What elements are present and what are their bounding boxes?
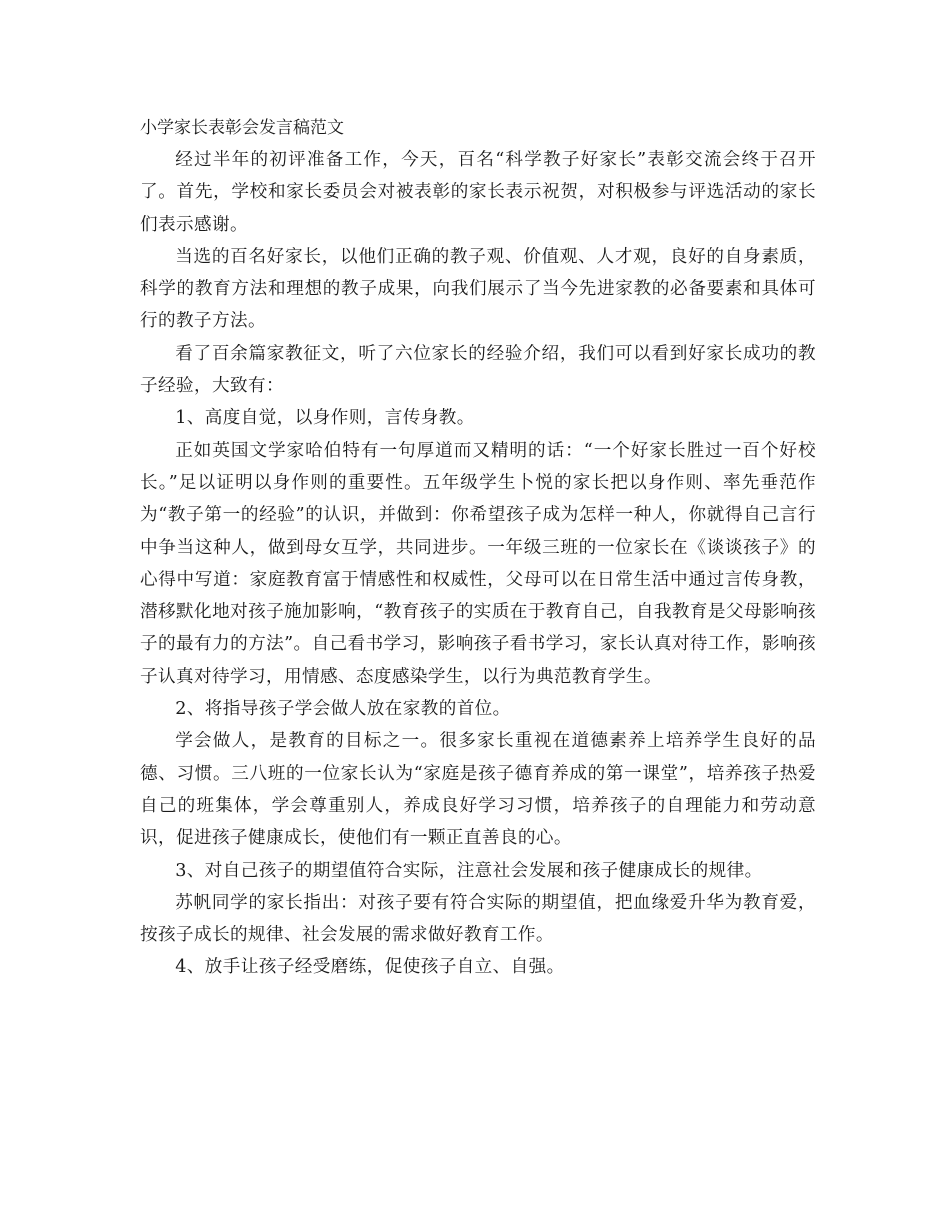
document-title: 小学家长表彰会发言稿范文 xyxy=(140,118,344,138)
paragraph-point-1: 正如英国文学家哈伯特有一句厚道而又精明的话：“一个好家长胜过一百个好校长。”足以证明以身作则的重要性。五年级学生卜悦的家长把以身作则、率先垂范作为“教子第一的经验”的认识，并做到：你希望孩子成为怎样一种人，你就得自己言行中争当这种人，做到母女互学，共同进步。一年级三班的一位家长在《谈谈孩子》的心得中写道：家庭教育富于情感性和权威性，父母可以在日常生活中通过言传身教，潜移默化地对孩子施加影响，“教育孩子的实质在于教育自己，自我教育是父母影响孩子的最有力的方法”。自己看书学习，影响孩子看书学习，家长认真对待工作，影响孩子认真对待学习，用情感、态度感染学生，以行为典范教育学生。 xyxy=(140,440,816,687)
paragraph-point-3: 苏帆同学的家长指出：对孩子要有符合实际的期望值，把血缘爱升华为教育爱，按孩子成长的规律、社会发展的需求做好教育工作。 xyxy=(140,892,816,946)
paragraph-experience-summary: 看了百余篇家教征文，听了六位家长的经验介绍，我们可以看到好家长成功的教子经验，大致有： xyxy=(140,343,816,397)
document-page xyxy=(140,112,816,984)
heading-point-1: 1、高度自觉，以身作则，言传身教。 xyxy=(175,408,475,429)
heading-point-3: 3、对自己孩子的期望值符合实际，注意社会发展和孩子健康成长的规律。 xyxy=(175,860,763,881)
paragraph-intro: 经过半年的初评准备工作，今天，百名“科学教子好家长”表彰交流会终于召开了。首先，学校和家长委员会对被表彰的家长表示祝贺，对积极参与评选活动的家长们表示感谢。 xyxy=(140,150,816,235)
heading-point-4: 4、放手让孩子经受磨练，促使孩子自立、自强。 xyxy=(175,957,565,978)
paragraph-point-2: 学会做人，是教育的目标之一。很多家长重视在道德素养上培养学生良好的品德、习惯。三八班的一位家长认为“家庭是孩子德育养成的第一课堂”，培养孩子热爱自己的班集体，学会尊重别人，养成良好学习习惯，培养孩子的自理能力和劳动意识，促进孩子健康成长，使他们有一颗正直善良的心。 xyxy=(140,731,816,849)
heading-point-2: 2、将指导孩子学会做人放在家教的首位。 xyxy=(175,699,511,720)
paragraph-good-parents: 当选的百名好家长，以他们正确的教子观、价值观、人才观，良好的自身素质，科学的教育方法和理想的教子成果，向我们展示了当今先进家教的必备要素和具体可行的教子方法。 xyxy=(140,246,816,332)
